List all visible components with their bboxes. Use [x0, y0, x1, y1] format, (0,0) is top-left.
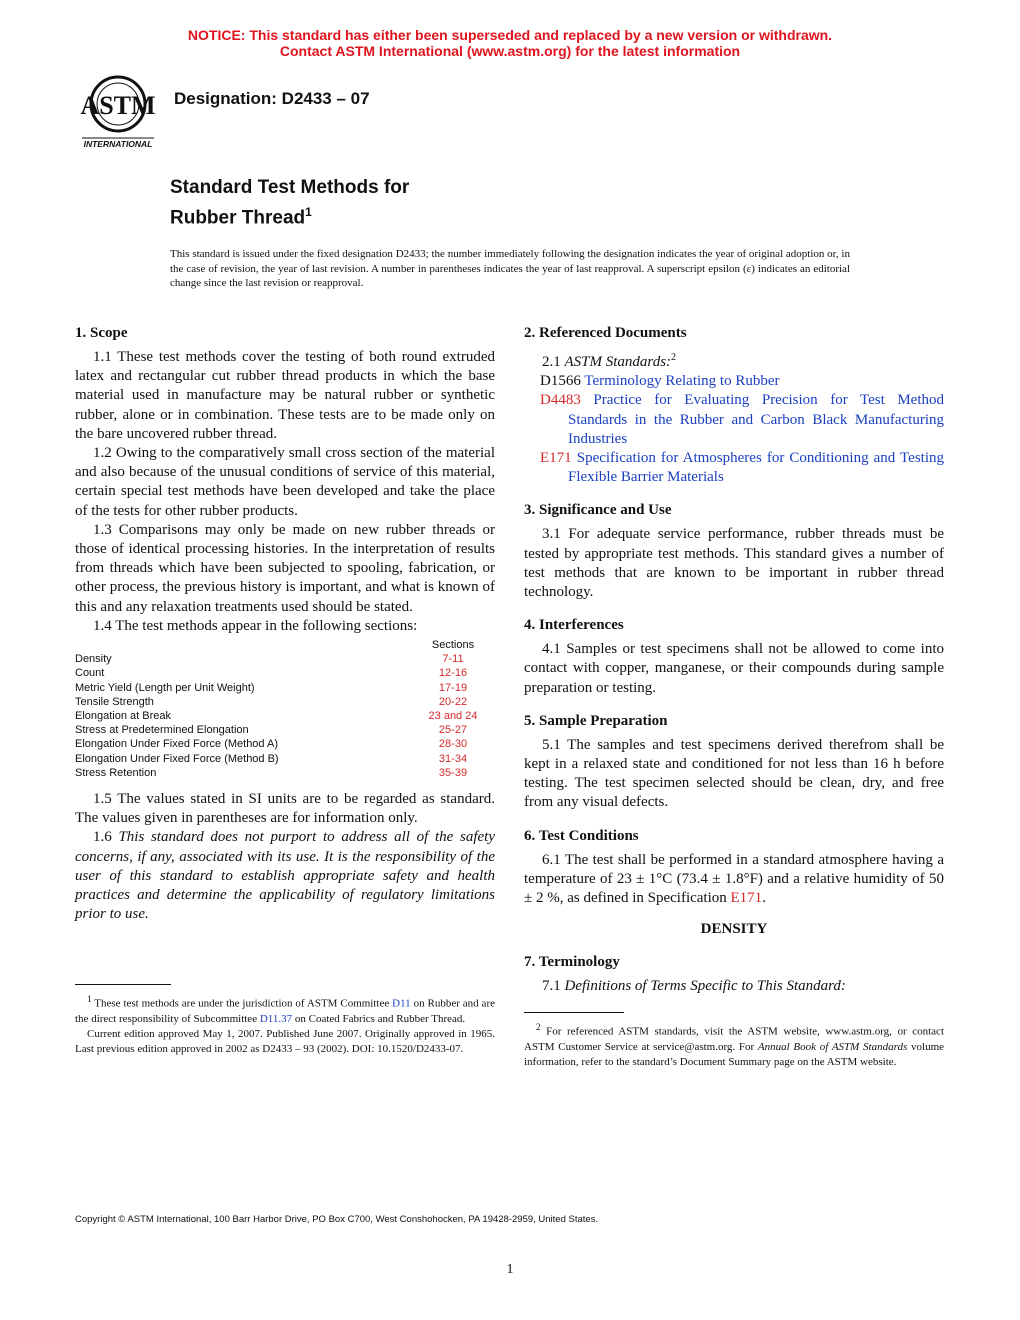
referenced-docs-heading: 2. Referenced Documents — [524, 325, 687, 341]
section-name: Elongation at Break — [75, 710, 172, 723]
page-title — [170, 176, 409, 230]
section-ref-link[interactable]: 12-16 — [438, 667, 468, 680]
section-name: Density — [75, 653, 112, 666]
footnote-2 — [524, 1020, 944, 1070]
section-ref-link[interactable]: 7-11 — [442, 653, 464, 666]
notice-line-1: NOTICE: This standard has either been superseded and replaced by a new version or withdrawn. — [187, 27, 833, 43]
ref-link[interactable]: Terminology Relating to Rubber — [584, 373, 780, 390]
scope-heading: 1. Scope — [75, 325, 128, 341]
logo-text: ASTM — [80, 91, 156, 120]
title-line-1: Standard Test Methods for — [170, 177, 410, 198]
copyright: Copyright © ASTM International, 100 Barr Harbor Drive, PO Box C700, West Conshohocken, PA 19428-2959, United States. — [75, 1214, 599, 1225]
section-row — [75, 666, 493, 680]
section-name: Metric Yield (Length per Unit Weight) — [75, 681, 255, 694]
ref-code: D1566 — [540, 373, 581, 390]
section-row — [75, 723, 493, 737]
para-5-1: 5.1 The samples and test specimens derived therefrom shall be kept in a relaxed state and conditioned for not less than 16 h before testing. The test specimen selected should be clean, dry, and free from any visual defects. — [524, 736, 944, 811]
interferences-heading: 4. Interferences — [524, 617, 624, 634]
section-ref-link[interactable]: 35-39 — [438, 766, 468, 779]
para-7-1-num: 7.1 — [542, 978, 565, 995]
sections-header-row — [75, 638, 493, 652]
title-line-2: Rubber Thread — [170, 207, 306, 229]
section-name: Stress at Predetermined Elongation — [75, 724, 249, 737]
fn1-link-d11[interactable]: D11 — [392, 997, 411, 1010]
astm-logo — [76, 74, 160, 150]
section-row — [75, 695, 493, 709]
section-name: Elongation Under Fixed Force (Method A) — [75, 738, 278, 751]
ref-item — [524, 449, 944, 487]
section-name: Tensile Strength — [75, 695, 154, 708]
ref-item — [524, 372, 944, 391]
test-conditions-heading: 6. Test Conditions — [524, 827, 639, 844]
section-ref-link[interactable]: 20-22 — [438, 695, 468, 708]
section-name: Elongation Under Fixed Force (Method B) — [75, 752, 279, 765]
section-row — [75, 752, 493, 766]
section-row — [75, 737, 493, 751]
para-2-1: ASTM Standards: — [564, 354, 672, 370]
fn1-edition: Current edition approved May 1, 2007. Published June 2007. Originally approved in 1965. Last previous edition approved in 2002 as D2433 – 93 (2002). DOI: 10.1520/D2433-07. — [75, 1027, 495, 1055]
ref-link[interactable]: Practice for Evaluating Precision for Test Method Standards in the Rubber and Carbon Black Manufacturing Industries — [568, 392, 944, 447]
section-ref-link[interactable]: 25-27 — [438, 724, 468, 737]
ref-code-link[interactable]: D4483 — [540, 392, 581, 409]
footnote-divider — [524, 1012, 624, 1013]
para-1-6-num: 1.6 — [93, 829, 119, 846]
section-row — [75, 681, 493, 695]
para-4-1: 4.1 Samples or test specimens shall not be allowed to come into contact with copper, manganese, or their compounds during sample preparation or testing. — [524, 641, 944, 696]
section-row — [75, 709, 493, 723]
para-1-4: 1.4 The test methods appear in the following sections: — [93, 617, 418, 634]
significance-heading: 3. Significance and Use — [524, 502, 672, 519]
fn2-text-a: For referenced ASTM standards, visit the ASTM website, www.astm.org, or contact ASTM Customer Service at service@astm.org. For — [524, 1025, 944, 1053]
title-sup: 1 — [305, 205, 312, 219]
fn1-text-c: on Coated Fabrics and Rubber Thread. — [292, 1012, 466, 1025]
para-1-5: 1.5 The values stated in SI units are to be regarded as standard. The values given in parentheses are for information only. — [75, 791, 495, 827]
ref-code-link[interactable]: E171 — [540, 450, 572, 467]
fn2-sup: 2 — [536, 1022, 541, 1032]
fn2-italic: Annual Book of ASTM Standards — [757, 1040, 908, 1053]
section-ref-link[interactable]: 17-19 — [438, 681, 468, 694]
footnote-divider — [75, 984, 171, 985]
footnote-1 — [75, 992, 495, 1057]
notice-line-2: Contact ASTM International (www.astm.org) for the latest information — [279, 43, 741, 59]
ref-link[interactable]: Specification for Atmospheres for Conditioning and Testing Flexible Barrier Materials — [568, 450, 945, 486]
section-row — [75, 766, 493, 780]
para-6-1-link[interactable]: E171 — [730, 890, 763, 907]
sample-prep-heading: 5. Sample Preparation — [524, 712, 668, 729]
intro-note: This standard is issued under the fixed designation D2433; the number immediately following the designation indicates the year of original adoption or, in the case of revision, the year of last revision. A number in parentheses indicates the year of last reapproval. A superscript epsilon (ε) indicates an editorial change since the last revision or reapproval. — [170, 248, 850, 289]
para-6-1: 6.1 The test shall be performed in a standard atmosphere having a temperature of 23 ± 1°C (73.4 ± 1.8°F) and a relative humidity of 50 ± 2 %, as defined in Specification — [524, 851, 944, 907]
para-1-3: 1.3 Comparisons may only be made on new rubber threads or those of identical processing histories. In the interpretation of results from threads which have been subjected to spooling, fabrication, or other process, the previous history is important, and what is known of this and any relaxation treatments used should be stated. — [75, 521, 495, 615]
fn2-text-b: volume information, refer to the standard’s Document Summary page on the ASTM website. — [524, 1040, 945, 1068]
fn1-sup: 1 — [87, 994, 92, 1004]
section-name: Stress Retention — [75, 766, 157, 779]
para-2-1-sup: 2 — [671, 352, 677, 363]
fn1-text-a: These test methods are under the jurisdiction of ASTM Committee — [91, 997, 393, 1010]
para-1-1: 1.1 These test methods cover the testing of both round extruded latex and rectangular cut rubber thread products in which the base material used in manufacture may be natural rubber or synthetic rubber, alone or in combination. These tests are to be made only on the bare uncovered rubber thread. — [75, 349, 495, 442]
section-ref-link[interactable]: 31-34 — [438, 752, 468, 765]
para-1-2: 1.2 Owing to the comparatively small cross section of the material and also because of the unusual conditions of service of this material, certain special test methods have been developed and take the place of the tests for other rubber products. — [75, 445, 495, 519]
designation: Designation: D2433 – 07 — [174, 89, 370, 108]
section-ref-link[interactable]: 23 and 24 — [428, 710, 478, 723]
terminology-heading: 7. Terminology — [524, 954, 620, 971]
section-name: Count — [75, 667, 105, 680]
para-3-1: 3.1 For adequate service performance, rubber threads must be tested by appropriate test methods. This standard gives a number of test methods that are known to be important in rubber thread technology. — [524, 526, 944, 601]
para-6-1-end: . — [762, 890, 766, 907]
para-2-1-num: 2.1 — [542, 354, 565, 370]
logo-subtext: INTERNATIONAL — [83, 139, 153, 149]
para-1-6: This standard does not purport to address all of the safety concerns, if any, associated with its use. It is the responsibility of the user of this standard to establish appropriate safety and health practices and determine the applicability of regulatory limitations prior to use. — [75, 829, 496, 923]
sections-table — [75, 638, 495, 780]
page-number: 1 — [506, 1262, 514, 1277]
section-row — [75, 652, 493, 666]
sections-header: Sections — [431, 639, 475, 652]
right-column — [524, 324, 944, 996]
para-7-1: Definitions of Terms Specific to This Standard: — [564, 978, 846, 995]
ref-item — [524, 391, 944, 449]
section-ref-link[interactable]: 28-30 — [438, 738, 468, 751]
left-column — [75, 324, 495, 925]
density-heading: DENSITY — [700, 921, 768, 938]
fn1-link-d11-37[interactable]: D11.37 — [259, 1012, 293, 1025]
fn1-text-b: on Rubber and are the direct responsibility of Subcommittee — [75, 997, 495, 1025]
